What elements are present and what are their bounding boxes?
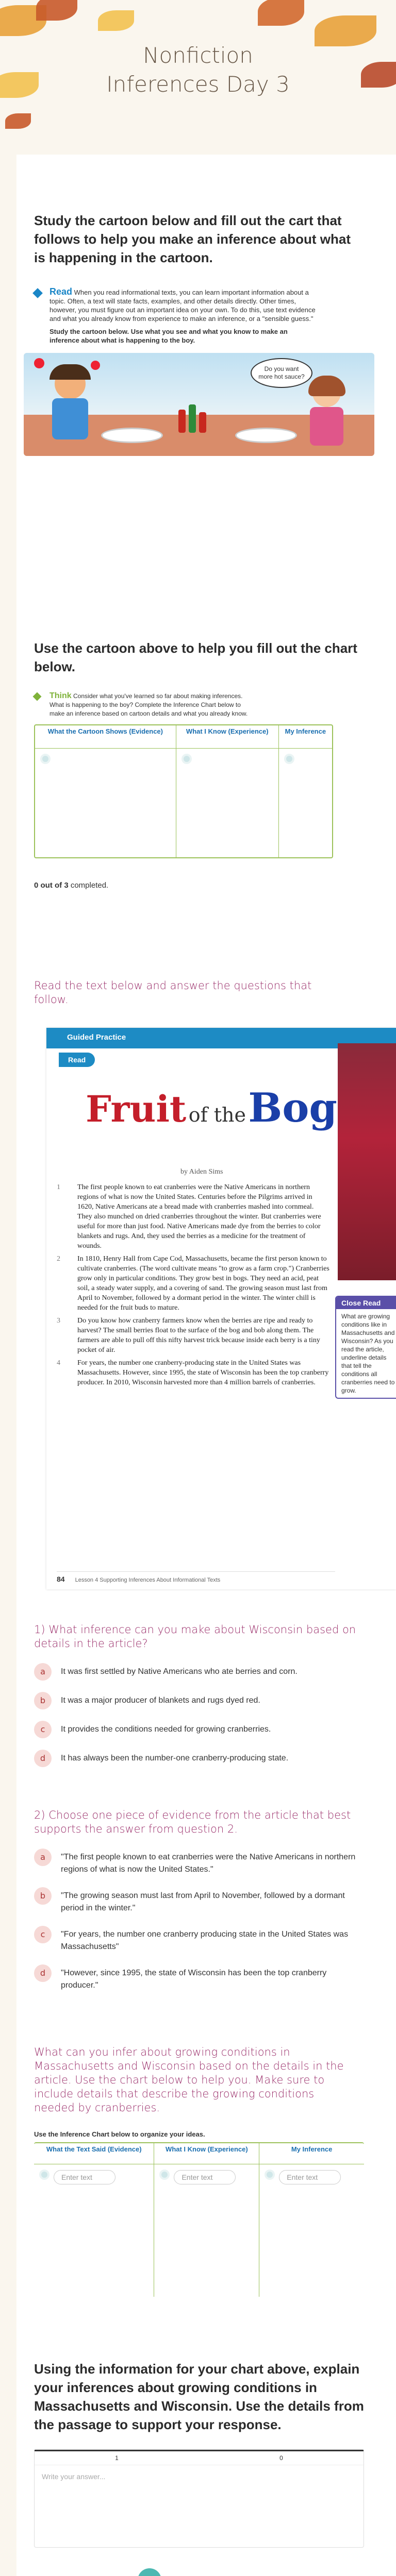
response-prompt: Using the information for your chart above, explain your inferences about growing conditions in Massachusetts and Wisconsin. Use the details from the passage to support your response. [34,2361,364,2432]
q1-option-d[interactable] [34,1750,364,1767]
option-text: "The first people known to eat cranberries were the Native Americans in northern regions of what is now the United States." [61,1853,356,1874]
progress-text [34,881,364,890]
read-body: When you read informational texts, you can learn important information about a topic. Often, a text will state facts, examples, and other details directly. Other times, however, you must figure out an important idea on your own. To do this, use text evidence and what you already know from experience to make an inference, or a "sensible guess." [50,289,316,323]
voice-record-button[interactable] [138,2568,161,2576]
paragraph-number: 3 [57,1317,60,1325]
think-label: Think [50,691,72,700]
page-number: 84 [57,1575,65,1583]
answer-recorder [34,2568,364,2576]
paragraph-text: The first people known to eat cranberries were the Native Americans in northern regions of what is now the United States. Centuries before the Pilgrims arrived in 1620, Native Americans ate a bread made with cranberries mashed into cornmeal. They also munched on dried cranberries throughout the winter. But cranberries were useful for more than just food. Native Americans made dye from the berries to color blankets and rugs. And, they used the berries as a medicine for the treatment of wounds. [77,1183,321,1250]
chart-col-experience: What I Know (Experience) [176,725,278,748]
option-letter: c [34,1721,52,1738]
inference-text-input[interactable]: Enter text [279,2170,341,2184]
think-box [34,691,364,718]
experience-input-dot[interactable] [159,2170,170,2180]
inference-chart [34,724,333,858]
option-text: "However, since 1995, the state of Wisconsin has been the top cranberry producer." [61,1969,327,1990]
option-text: "For years, the number one cranberry producing state in the United States was Massachusetts" [61,1930,349,1951]
option-text: It has always been the number-one cranberry-producing state. [61,1754,289,1762]
read-text [50,287,318,323]
question-1-text: 1) What inference can you make about Wisconsin based on details in the article? [34,1623,356,1650]
article-paragraph [57,1358,330,1387]
question-2-text: 2) Choose one piece of evidence from the article that best supports the answer from question 2. [34,1809,351,1835]
title-fruit: Fruit [86,1088,187,1130]
option-letter: d [34,1964,52,1982]
speech-bubble: Do you want more hot sauce? [251,358,312,388]
paragraph-text: Do you know how cranberry farmers know when the berries are ripe and ready to harvest? The small berries float to the surface of the bog and bob along them. The farmers are able to pull off this nifty harvest trick because inside each berry is a tiny pocket of air. [77,1317,320,1354]
text-inference-chart [34,2142,364,2297]
article-instruction-text: Read the text below and answer the questions that follow. [34,979,312,1006]
paragraph-number: 2 [57,1255,60,1263]
q1-option-b[interactable] [34,1692,364,1709]
option-text: It was first settled by Native Americans who ate berries and corn. [61,1667,298,1676]
q1-option-c[interactable] [34,1721,364,1738]
chart-col-experience: What I Know (Experience) [154,2143,259,2164]
response-box [34,2449,364,2548]
paragraph-number: 1 [57,1183,60,1191]
chart-heading: Use the Inference Chart below to organize your ideas. [34,2130,205,2138]
q2-option-b[interactable] [34,1887,364,1914]
think-body: Consider what you've learned so far about making inferences. What is happening to the boy? Complete the Inference Chart below to make an inference based on cartoon details and what you already know. [50,692,248,717]
cartoon-prompt: Study the cartoon below and fill out the cart that follows to help you make an inference about what is happening in the cartoon. [34,213,351,265]
plates [101,428,163,443]
q2-option-c[interactable] [34,1926,364,1953]
cranberry-photo [338,1043,396,1280]
written-response-section [34,2360,364,2576]
guided-practice-bar: Guided Practice [46,1028,396,1048]
paragraph-text: For years, the number one cranberry-producing state in the United States was Massachusetts. However, since 1995, the state of Wisconsin has been the top cranberry producer. In 2010, Wisconsin harvested more than 4 million barrels of cranberries. [77,1359,329,1386]
inference-input-dot[interactable] [284,754,294,764]
paragraph-number: 4 [57,1359,60,1367]
option-text: It was a major producer of blankets and rugs dyed red. [61,1696,260,1705]
progress-count: 0 out of 3 [34,881,69,890]
evidence-input-dot[interactable] [40,754,51,764]
option-letter: d [34,1750,52,1767]
question-2 [34,1808,364,2003]
page-title-line2: Inferences Day 3 [106,72,290,97]
think-icon [33,692,42,701]
option-letter: b [34,1887,52,1905]
option-letter: a [34,1849,52,1866]
cartoon-section [34,211,364,456]
response-toolbar [35,2450,364,2465]
plates [235,428,297,443]
hot-sauce-bottles [178,404,209,435]
article-read-tab: Read [59,1053,95,1067]
chart-instruction: What can you infer about growing conditions in Massachusetts and Wisconsin based on the details in the article. Use the chart below to help you. Make sure to include details that describe the growing conditions needed by cranberries. [34,2046,344,2114]
boy-figure [39,368,101,440]
progress-suffix: completed. [68,881,109,890]
page-header [0,0,396,155]
option-text: It provides the conditions needed for growing cranberries. [61,1725,271,1734]
article-footer [57,1571,335,1583]
chart-col-text-evidence: What the Text Said (Evidence) [34,2143,154,2164]
read-label: Read [50,286,73,297]
option-letter: b [34,1692,52,1709]
think-text [50,691,256,718]
read-icon [32,288,43,298]
close-read-label: Close Read [336,1297,396,1309]
q2-option-d[interactable] [34,1964,364,1992]
title-of-the: of the [188,1104,246,1126]
paragraph-text: In 1810, Henry Hall from Cape Cod, Massachusetts, became the first person known to cultivate cranberries. (The word cultivate means "to grow as a farm crop.") Cranberries grow only in particular conditions. They grow best in bogs. They need an acid, peat soil, a steady water supply, and a covering of sand. The growing season must last from April to November, followed by a dormant period in the winter. The winter chill is needed for the fruit buds to mature. [77,1255,329,1312]
option-letter: c [34,1926,52,1943]
article-title [67,1084,356,1131]
page-title-line1: Nonfiction [143,43,253,68]
article-page [46,1028,396,1589]
experience-text-input[interactable]: Enter text [174,2170,236,2184]
counter-right: 0 [279,2454,283,2462]
cartoon-image [24,353,374,456]
answer-textarea[interactable]: Write your answer... [35,2465,364,2547]
option-text: "The growing season must last from April to November, followed by a dormant period in the winter." [61,1891,345,1912]
evidence-text-input[interactable]: Enter text [54,2170,116,2184]
chart-prompt: Use the cartoon above to help you fill out the chart below. [34,640,357,674]
close-read-box [335,1296,396,1399]
chart-col-inference: My Inference [278,725,332,748]
close-read-text: What are growing conditions like in Massachusetts and Wisconsin? As you read the article, underline details that tell the conditions all cranberries need to grow. [341,1313,395,1394]
inference-input-dot[interactable] [265,2170,275,2180]
title-bog: Bog [248,1084,337,1131]
q2-option-a[interactable] [34,1849,364,1876]
chart-col-evidence: What the Cartoon Shows (Evidence) [35,725,176,748]
evidence-input-dot[interactable] [39,2170,50,2180]
option-letter: a [34,1663,52,1681]
article-paragraph [57,1182,330,1251]
article-byline: by Aiden Sims [180,1168,223,1176]
article-instruction [34,979,364,1007]
study-text: Study the cartoon below. Use what you see and what you know to make an inference about what is happening to the boy. [50,328,288,344]
chart-col-inference: My Inference [259,2143,364,2164]
article-paragraph [57,1316,330,1355]
wisconsin-chart-section [34,2045,364,2297]
experience-input-dot[interactable] [182,754,192,764]
article-body [57,1182,330,1391]
counter-left: 1 [115,2454,119,2462]
article-paragraph [57,1254,330,1313]
cartoon-chart-section [34,639,364,890]
girl-figure [302,379,354,446]
question-1 [34,1623,364,1778]
footer-text: Lesson 4 Supporting Inferences About Informational Texts [75,1577,221,1583]
q1-option-a[interactable] [34,1663,364,1681]
read-box [34,287,364,345]
